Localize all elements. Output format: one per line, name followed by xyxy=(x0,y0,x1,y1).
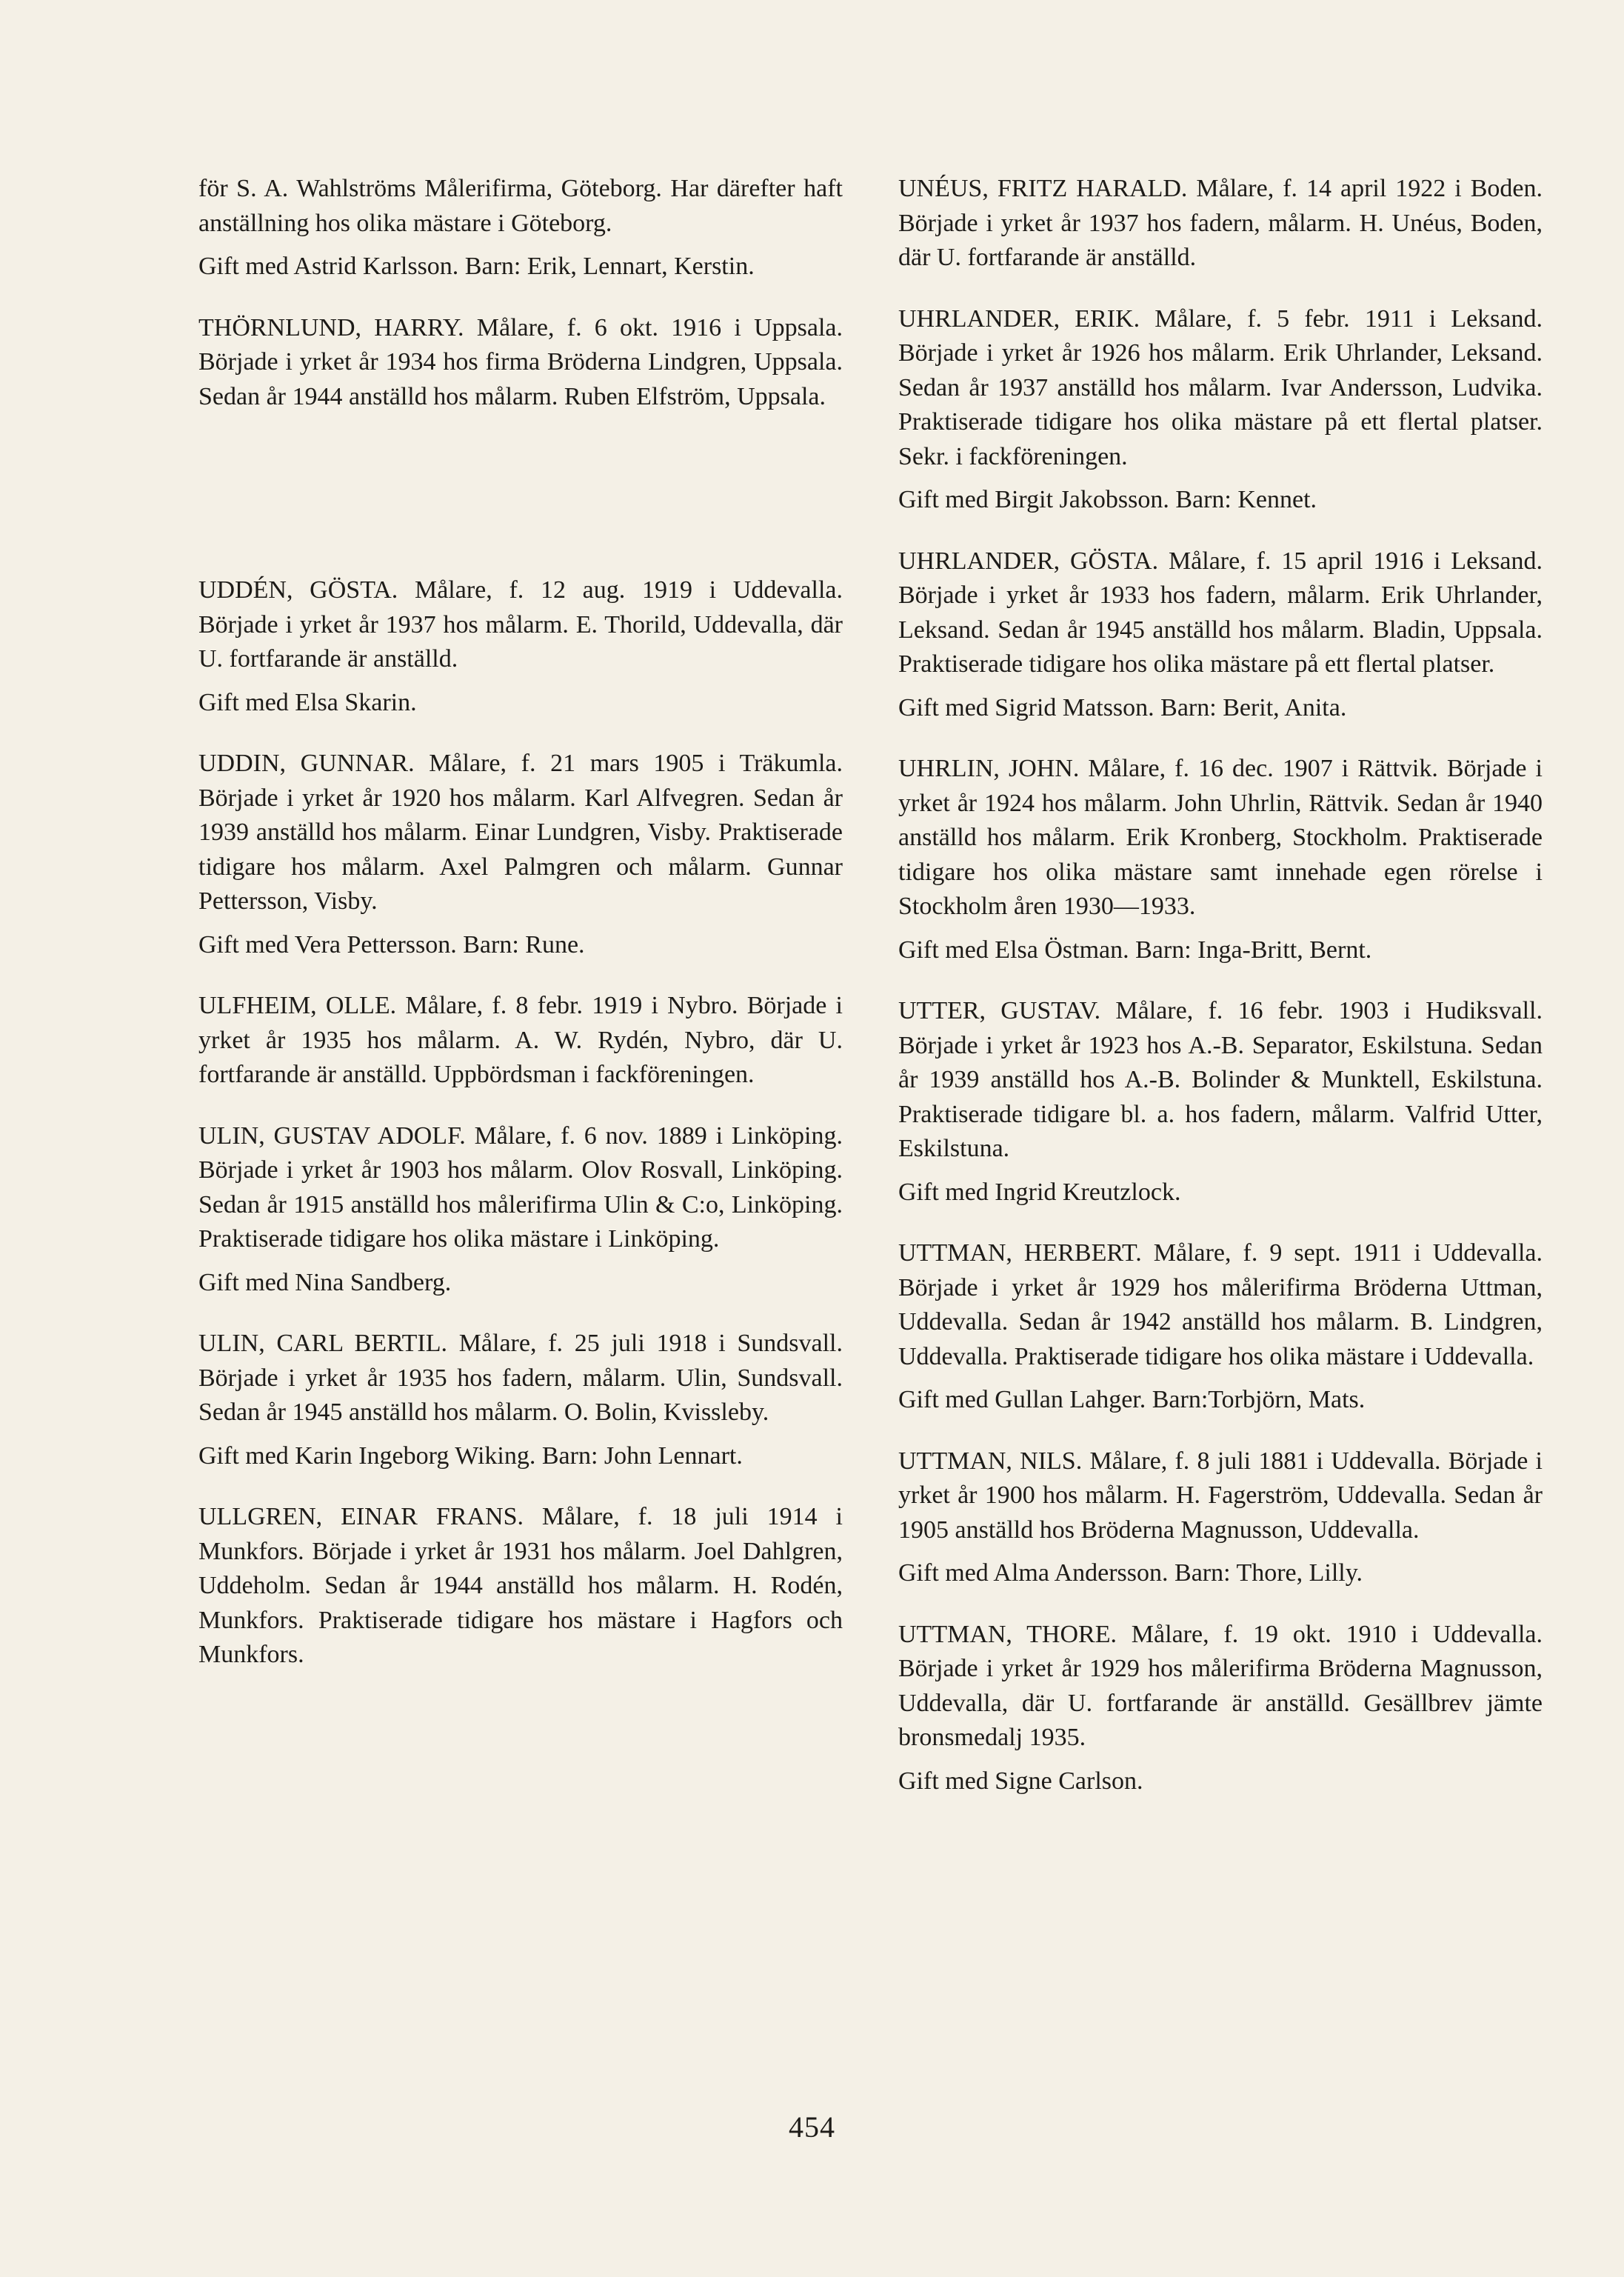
entry-spouse: Gift med Birgit Jakobsson. Barn: Kennet. xyxy=(898,486,1317,513)
left-column xyxy=(198,172,843,1699)
entry-text: ULIN, CARL BERTIL. Målare, f. 25 juli 1918 i Sundsvall. Började i yrket år 1935 hos fadern, målarm. Ulin, Sundsvall. Sedan år 1945 anställd hos målarm. O. Bolin, Kvissleby. xyxy=(198,1330,843,1426)
entry-text: UNÉUS, FRITZ HARALD. Målare, f. 14 april 1922 i Boden. Började i yrket år 1937 hos fadern, målarm. H. Unéus, Boden, där U. fortfarande är anställd. xyxy=(898,175,1543,271)
entry-ullgren-einar-frans xyxy=(198,1500,843,1673)
entry-text: ULFHEIM, OLLE. Målare, f. 8 febr. 1919 i Nybro. Började i yrket år 1935 hos målarm. A. W. Rydén, Nybro, där U. fortfarande är anställd. Uppbördsman i fackföreningen. xyxy=(198,992,843,1088)
entry-udden-gosta xyxy=(198,573,843,720)
entry-uhrlander-gosta xyxy=(898,544,1543,726)
entry-text: UDDÉN, GÖSTA. Målare, f. 12 aug. 1919 i Uddevalla. Började i yrket år 1937 hos målarm. E. Thorild, Uddevalla, där U. fortfarande är anställd. xyxy=(198,576,843,673)
entry-ulin-carl-bertil xyxy=(198,1327,843,1473)
entry-wahlstrom-continuation xyxy=(198,172,843,284)
entry-spouse: Gift med Nina Sandberg. xyxy=(198,1268,452,1296)
entry-uttman-thore xyxy=(898,1618,1543,1799)
entry-text: ULIN, GUSTAV ADOLF. Målare, f. 6 nov. 1889 i Linköping. Började i yrket år 1903 hos målarm. Olov Rosvall, Linköping. Sedan år 1915 anställd hos målerifirma Ulin & C:o, Linköping. Praktiserade tidigare hos olika mästare i Linköping. xyxy=(198,1121,843,1253)
entry-uhrlander-erik xyxy=(898,302,1543,518)
right-column xyxy=(898,172,1543,1825)
entry-spouse: Gift med Astrid Karlsson. Barn: Erik, Lennart, Kerstin. xyxy=(198,253,755,280)
entry-uttman-nils xyxy=(898,1444,1543,1591)
entry-spouse: Gift med Gullan Lahger. Barn:Torbjörn, Mats. xyxy=(898,1386,1366,1413)
entry-text: UTTER, GUSTAV. Målare, f. 16 febr. 1903 i Hudiksvall. Började i yrket år 1923 hos A.-B. Separator, Eskilstuna. Sedan år 1939 anställd hos A.-B. Bolinder & Munktell, Eskilstuna. Praktiserade tidigare bl. a. hos fadern, målarm. Valfrid Utter, Eskilstuna. xyxy=(898,997,1543,1162)
entry-ulfheim-olle xyxy=(198,989,843,1093)
page-number: 454 xyxy=(789,2110,835,2144)
entry-spouse: Gift med Sigrid Matsson. Barn: Berit, Anita. xyxy=(898,693,1347,721)
entry-uhrlin-john xyxy=(898,752,1543,967)
entry-text: UTTMAN, THORE. Målare, f. 19 okt. 1910 i Uddevalla. Började i yrket år 1929 hos målerifirma Bröderna Magnusson, Uddevalla, där U. fortfarande är anställd. Gesällbrev jämte bronsmedalj 1935. xyxy=(898,1620,1543,1751)
entry-spouse: Gift med Signe Carlson. xyxy=(898,1767,1143,1795)
entry-spouse: Gift med Ingrid Kreutzlock. xyxy=(898,1178,1181,1206)
entry-text: UTTMAN, HERBERT. Målare, f. 9 sept. 1911 i Uddevalla. Började i yrket år 1929 hos målerifirma Bröderna Uttman, Uddevalla. Sedan år 1942 anställd hos målarm. B. Lindgren, Uddevalla. Praktiserade tidigare hos olika mästare i Uddevalla. xyxy=(898,1239,1543,1370)
entry-thornlund-harry xyxy=(198,311,843,415)
entry-text: UHRLIN, JOHN. Målare, f. 16 dec. 1907 i Rättvik. Började i yrket år 1924 hos målarm. John Uhrlin, Rättvik. Sedan år 1940 anställd hos målarm. Erik Kronberg, Stockholm. Praktiserade tidigare hos olika mästare samt innehade egen rörelse i Stockholm åren 1930—1933. xyxy=(898,755,1543,920)
entry-text: UDDIN, GUNNAR. Målare, f. 21 mars 1905 i Träkumla. Började i yrket år 1920 hos målarm. Karl Alfvegren. Sedan år 1939 anställd hos målarm. Einar Lundgren, Visby. Praktiserade tidigare hos målarm. Axel Palmgren och målarm. Gunnar Pettersson, Visby. xyxy=(198,750,843,915)
entry-uneus-fritz-harald xyxy=(898,172,1543,276)
entry-utter-gustav xyxy=(898,994,1543,1210)
entry-spouse: Gift med Vera Pettersson. Barn: Rune. xyxy=(198,930,585,959)
entry-text: ULLGREN, EINAR FRANS. Målare, f. 18 juli 1914 i Munkfors. Började i yrket år 1931 hos målarm. Joel Dahlgren, Uddeholm. Sedan år 1944 anställd hos målarm. H. Rodén, Munkfors. Praktiserade tidigare hos mästare i Hagfors och Munkfors. xyxy=(198,1503,843,1668)
entry-spouse: Gift med Karin Ingeborg Wiking. Barn: John Lennart. xyxy=(198,1441,743,1470)
entry-spouse: Gift med Elsa Östman. Barn: Inga-Britt, Bernt. xyxy=(898,936,1372,964)
entry-text: UHRLANDER, ERIK. Målare, f. 5 febr. 1911 i Leksand. Började i yrket år 1926 hos målarm. Erik Uhrlander, Leksand. Sedan år 1937 anställd hos målarm. Ivar Andersson, Ludvika. Praktiserade tidigare hos olika mästare på ett flertal platser. Sekr. i fackföreningen. xyxy=(898,304,1543,470)
entry-spouse: Gift med Alma Andersson. Barn: Thore, Lilly. xyxy=(898,1559,1363,1587)
entry-text: THÖRNLUND, HARRY. Målare, f. 6 okt. 1916 i Uppsala. Började i yrket år 1934 hos firma Bröderna Lindgren, Uppsala. Sedan år 1944 anställd hos målarm. Ruben Elfström, Uppsala. xyxy=(198,313,843,410)
entry-uddin-gunnar xyxy=(198,747,843,962)
entry-ulin-gustav-adolf xyxy=(198,1119,843,1301)
entry-text: UTTMAN, NILS. Målare, f. 8 juli 1881 i Uddevalla. Började i yrket år 1900 hos målarm. H. Fagerström, Uddevalla. Sedan år 1905 anställd hos Bröderna Magnusson, Uddevalla. xyxy=(898,1447,1543,1544)
entry-text: för S. A. Wahlströms Målerifirma, Göteborg. Har därefter haft anställning hos olika mästare i Göteborg. xyxy=(198,175,843,237)
entry-spouse: Gift med Elsa Skarin. xyxy=(198,688,417,716)
entry-text: UHRLANDER, GÖSTA. Målare, f. 15 april 1916 i Leksand. Började i yrket år 1933 hos fadern, målarm. Erik Uhrlander, Leksand. Sedan år 1945 anställd hos målarm. Bladin, Uppsala. Praktiserade tidigare hos olika mästare på ett flertal platser. xyxy=(898,547,1543,678)
entry-uttman-herbert xyxy=(898,1236,1543,1418)
